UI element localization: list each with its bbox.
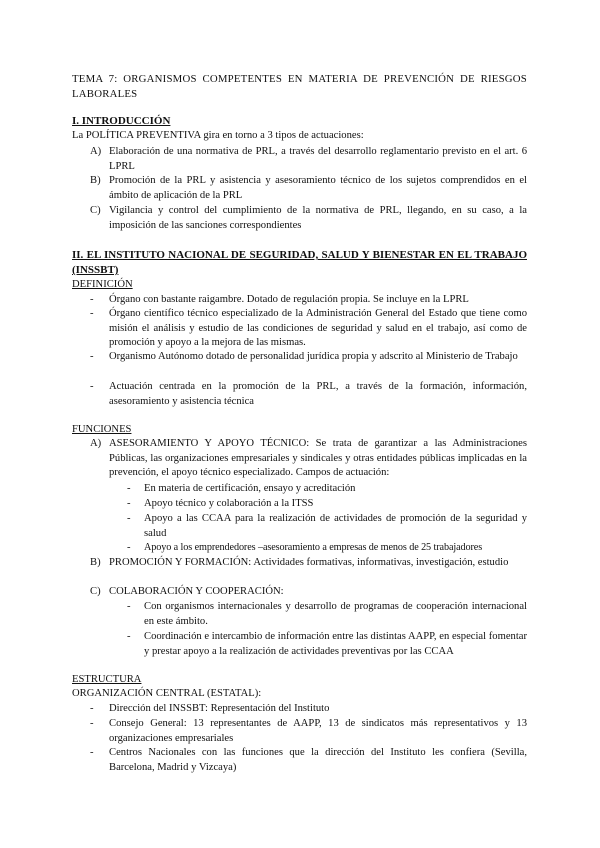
list-item [90, 380, 527, 409]
section-1-intro: La POLÍTICA PREVENTIVA gira en torno a 3 tipos de actuaciones: [72, 130, 364, 141]
sub-list-item [127, 512, 527, 541]
list-marker: A) [90, 438, 102, 449]
list-marker: - [90, 308, 94, 319]
list-item [90, 437, 527, 481]
sub-list-item [127, 482, 527, 497]
definicion-label: DEFINICIÓN [72, 279, 133, 290]
list-item [90, 293, 527, 308]
document-title: TEMA 7: ORGANISMOS COMPETENTES EN MATERIA DE PREVENCIÓN DE RIESGOS LABORALES [72, 73, 527, 100]
list-item-text: Apoyo a los emprendedores –asesoramiento a empresas de menos de 25 trabajadores [144, 542, 483, 553]
list-item-text: Apoyo a las CCAA para la realización de actividades de promoción de la seguridad y salud [144, 513, 527, 539]
list-marker: A) [90, 146, 102, 157]
sub-list-item [127, 497, 527, 512]
list-item-text: Elaboración de una normativa de PRL, a través del desarrollo reglamentario previsto en el art. 6 LPRL [109, 146, 527, 172]
list-marker: B) [90, 175, 101, 186]
list-marker: C) [90, 586, 101, 597]
funciones-label: FUNCIONES [72, 424, 132, 435]
list-item [90, 204, 527, 233]
sub-list-item [127, 630, 527, 659]
list-item-text: Consejo General: 13 representantes de AAPP, 13 de sindicatos más representativos y 13 organizaciones empresariales [109, 718, 527, 744]
list-marker: B) [90, 557, 101, 568]
list-item-text: Actuación centrada en la promoción de la PRL, a través de la formación, información, asesoramiento y asistencia técnica [109, 381, 527, 407]
section-2-heading: II. EL INSTITUTO NACIONAL DE SEGURIDAD, SALUD Y BIENESTAR EN EL TRABAJO (INSSBT) [72, 249, 527, 276]
list-item-text: Organismo Autónomo dotado de personalidad jurídica propia y adscrito al Ministerio de Trabajo [109, 351, 518, 362]
list-marker: - [127, 631, 131, 642]
list-marker: - [90, 351, 94, 362]
list-item-text: Con organismos internacionales y desarrollo de programas de cooperación internacional en este ámbito. [144, 601, 527, 627]
list-item-text: COLABORACIÓN Y COOPERACIÓN: [109, 586, 284, 597]
list-item [90, 174, 527, 203]
list-item-text: En materia de certificación, ensayo y acreditación [144, 483, 356, 494]
list-item [90, 702, 527, 717]
organizacion-central-label: ORGANIZACIÓN CENTRAL (ESTATAL): [72, 688, 262, 699]
list-item-text: Vigilancia y control del cumplimiento de la normativa de PRL, llegando, en su caso, a la imposición de las sanciones correspondientes [109, 205, 527, 231]
list-item-text: Coordinación e intercambio de información entre las distintas AAPP, en especial fomentar y prestar apoyo a la realización de actividades preventivas por las CCAA [144, 631, 527, 657]
list-marker: - [127, 542, 131, 553]
list-item [90, 145, 527, 174]
list-item-text: Apoyo técnico y colaboración a la ITSS [144, 498, 314, 509]
list-item-text: Dirección del INSSBT: Representación del Instituto [109, 703, 330, 714]
list-marker: - [127, 498, 131, 509]
list-item [90, 717, 527, 746]
list-item-text: Centros Nacionales con las funciones que la dirección del Instituto les confiera (Sevilla, Barcelona, Madrid y Vizcaya) [109, 747, 527, 773]
list-marker: - [127, 513, 131, 524]
list-marker: - [90, 747, 94, 758]
sub-list-item [127, 541, 527, 556]
list-item [90, 307, 527, 351]
section-1-heading: I. INTRODUCCIÓN [72, 115, 171, 127]
sub-list-item [127, 600, 527, 629]
estructura-label: ESTRUCTURA [72, 674, 142, 685]
list-item-text: PROMOCIÓN Y FORMACIÓN: Actividades formativas, informativas, investigación, estudio [109, 557, 509, 568]
list-item-text: Órgano con bastante raigambre. Dotado de regulación propia. Se incluye en la LPRL [109, 294, 469, 305]
list-marker: - [127, 483, 131, 494]
list-marker: - [90, 294, 94, 305]
list-item [90, 556, 527, 571]
list-item-text: Promoción de la PRL y asistencia y asesoramiento técnico de los sujetos comprendidos en el ámbito de aplicación de la PRL [109, 175, 527, 201]
list-item-text: Órgano científico técnico especializado de la Administración General del Estado que tiene como misión el análisis y estudio de las condiciones de seguridad y salud en el trabajo, así como de promoción y apoyo a la mejora de las mismas. [109, 308, 527, 349]
list-marker: - [90, 381, 94, 392]
list-item-text: ASESORAMIENTO Y APOYO TÉCNICO: Se trata de garantizar a las Administraciones Públicas, las organizaciones empresariales y sindicales y otras entidades públicas implicadas en la prevención, el apoyo técnico especializado. Campos de actuación: [109, 438, 527, 479]
list-item [90, 585, 527, 600]
list-marker: - [90, 718, 94, 729]
list-marker: C) [90, 205, 101, 216]
list-marker: - [127, 601, 131, 612]
list-item [90, 350, 527, 365]
list-item [90, 746, 527, 775]
list-marker: - [90, 703, 94, 714]
